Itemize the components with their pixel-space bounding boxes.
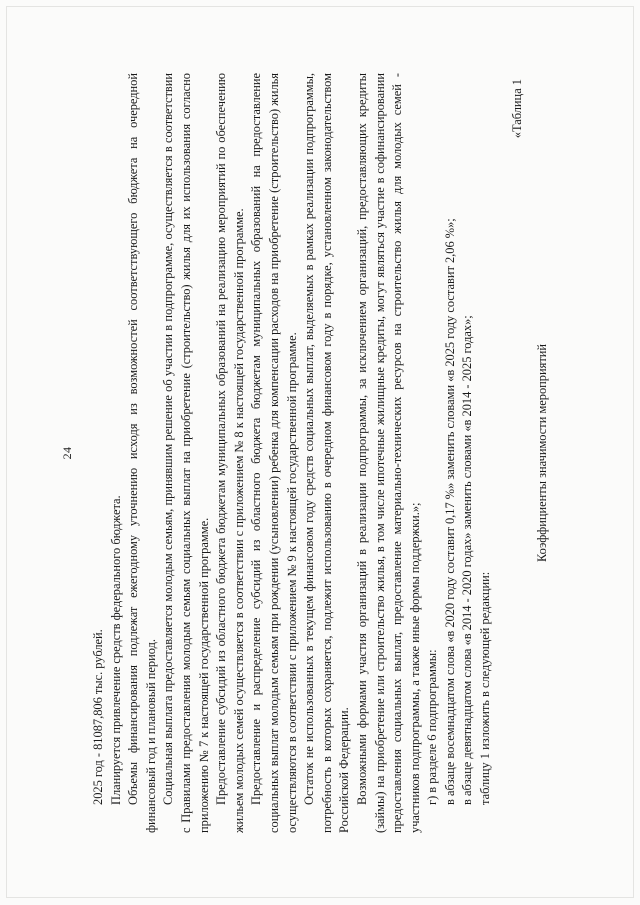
paragraph: Объемы финансирования подлежат ежегодному уточнению исходя из возможностей соответствующего бюджета на очередной финансовый год и плановый период. bbox=[126, 72, 158, 833]
table-title: Коэффициенты значимости мероприятий bbox=[535, 343, 550, 562]
paragraph: Предоставление субсидий из областного бюджета бюджетам муниципальных образований на реализацию мероприятий по обеспечению жильем молодых семей осуществляется в соответствии с приложением № 8 к настоящей государственной программе. bbox=[214, 72, 246, 833]
paragraph: 2025 год - 81087,806 тыс. рублей. bbox=[91, 628, 105, 805]
paragraph: г) в разделе 6 подпрограммы: bbox=[425, 648, 440, 805]
rotated-content bbox=[60, 63, 580, 843]
paragraph: Социальная выплата предоставляется молодым семьям, принявшим решение об участии в подпрограмме, осуществляется в соответствии с Правилами предоставления молодым семьям социальных выплат на приобретение (строительство) жилья для их использования согласно приложению № 7 к настоящей государственной программе. bbox=[161, 72, 211, 833]
paragraph: Возможными формами участия организаций в реализации подпрограммы, за исключением организаций, предоставляющих кредиты (займы) на приобретение или строительство жилья, в том числе ипотечные жилищные кредиты, могут являться участие в софинансировании предоставления социальных выплат, предоставление материально-технических ресурсов на строительство жилья для молодых семей - участников подпрограммы, а также иные формы поддержки.»; bbox=[354, 72, 422, 833]
paragraph: Остаток не использованных в текущем финансовом году средств социальных выплат, выделяемых в рамках реализации подпрограммы, потребность в которых сохраняется, подлежит использованию в очередном финансовом году в порядке, установленном законодательством Российской Федерации. bbox=[302, 72, 352, 833]
paragraph: Предоставление и распределение субсидий из областного бюджета бюджетам муниципальных образований на предоставление социальных выплат молодым семьям при рождении (усыновлении) ребенка для компенсации расходов на приобретение (строительство) жилья осуществляются в соответствии с приложением № 9 к настоящей государственной программе. bbox=[249, 72, 299, 833]
paragraph: Планируется привлечение средств федерального бюджета. bbox=[108, 494, 123, 805]
paragraph: в абзаце восемнадцатом слова «в 2020 году составит 0,17 %» заменить словами «в 2025 году составит 2,06 %»; bbox=[442, 217, 457, 805]
page-number: 24 bbox=[60, 446, 74, 459]
table-label: «Таблица 1 bbox=[509, 78, 524, 138]
paragraph: в абзаце девятнадцатом слова «в 2014 - 2020 годах» заменить словами «в 2014 - 2025 годах»; bbox=[460, 314, 475, 805]
paragraph: таблицу 1 изложить в следующей редакции: bbox=[478, 571, 493, 805]
document-body bbox=[90, 73, 552, 833]
